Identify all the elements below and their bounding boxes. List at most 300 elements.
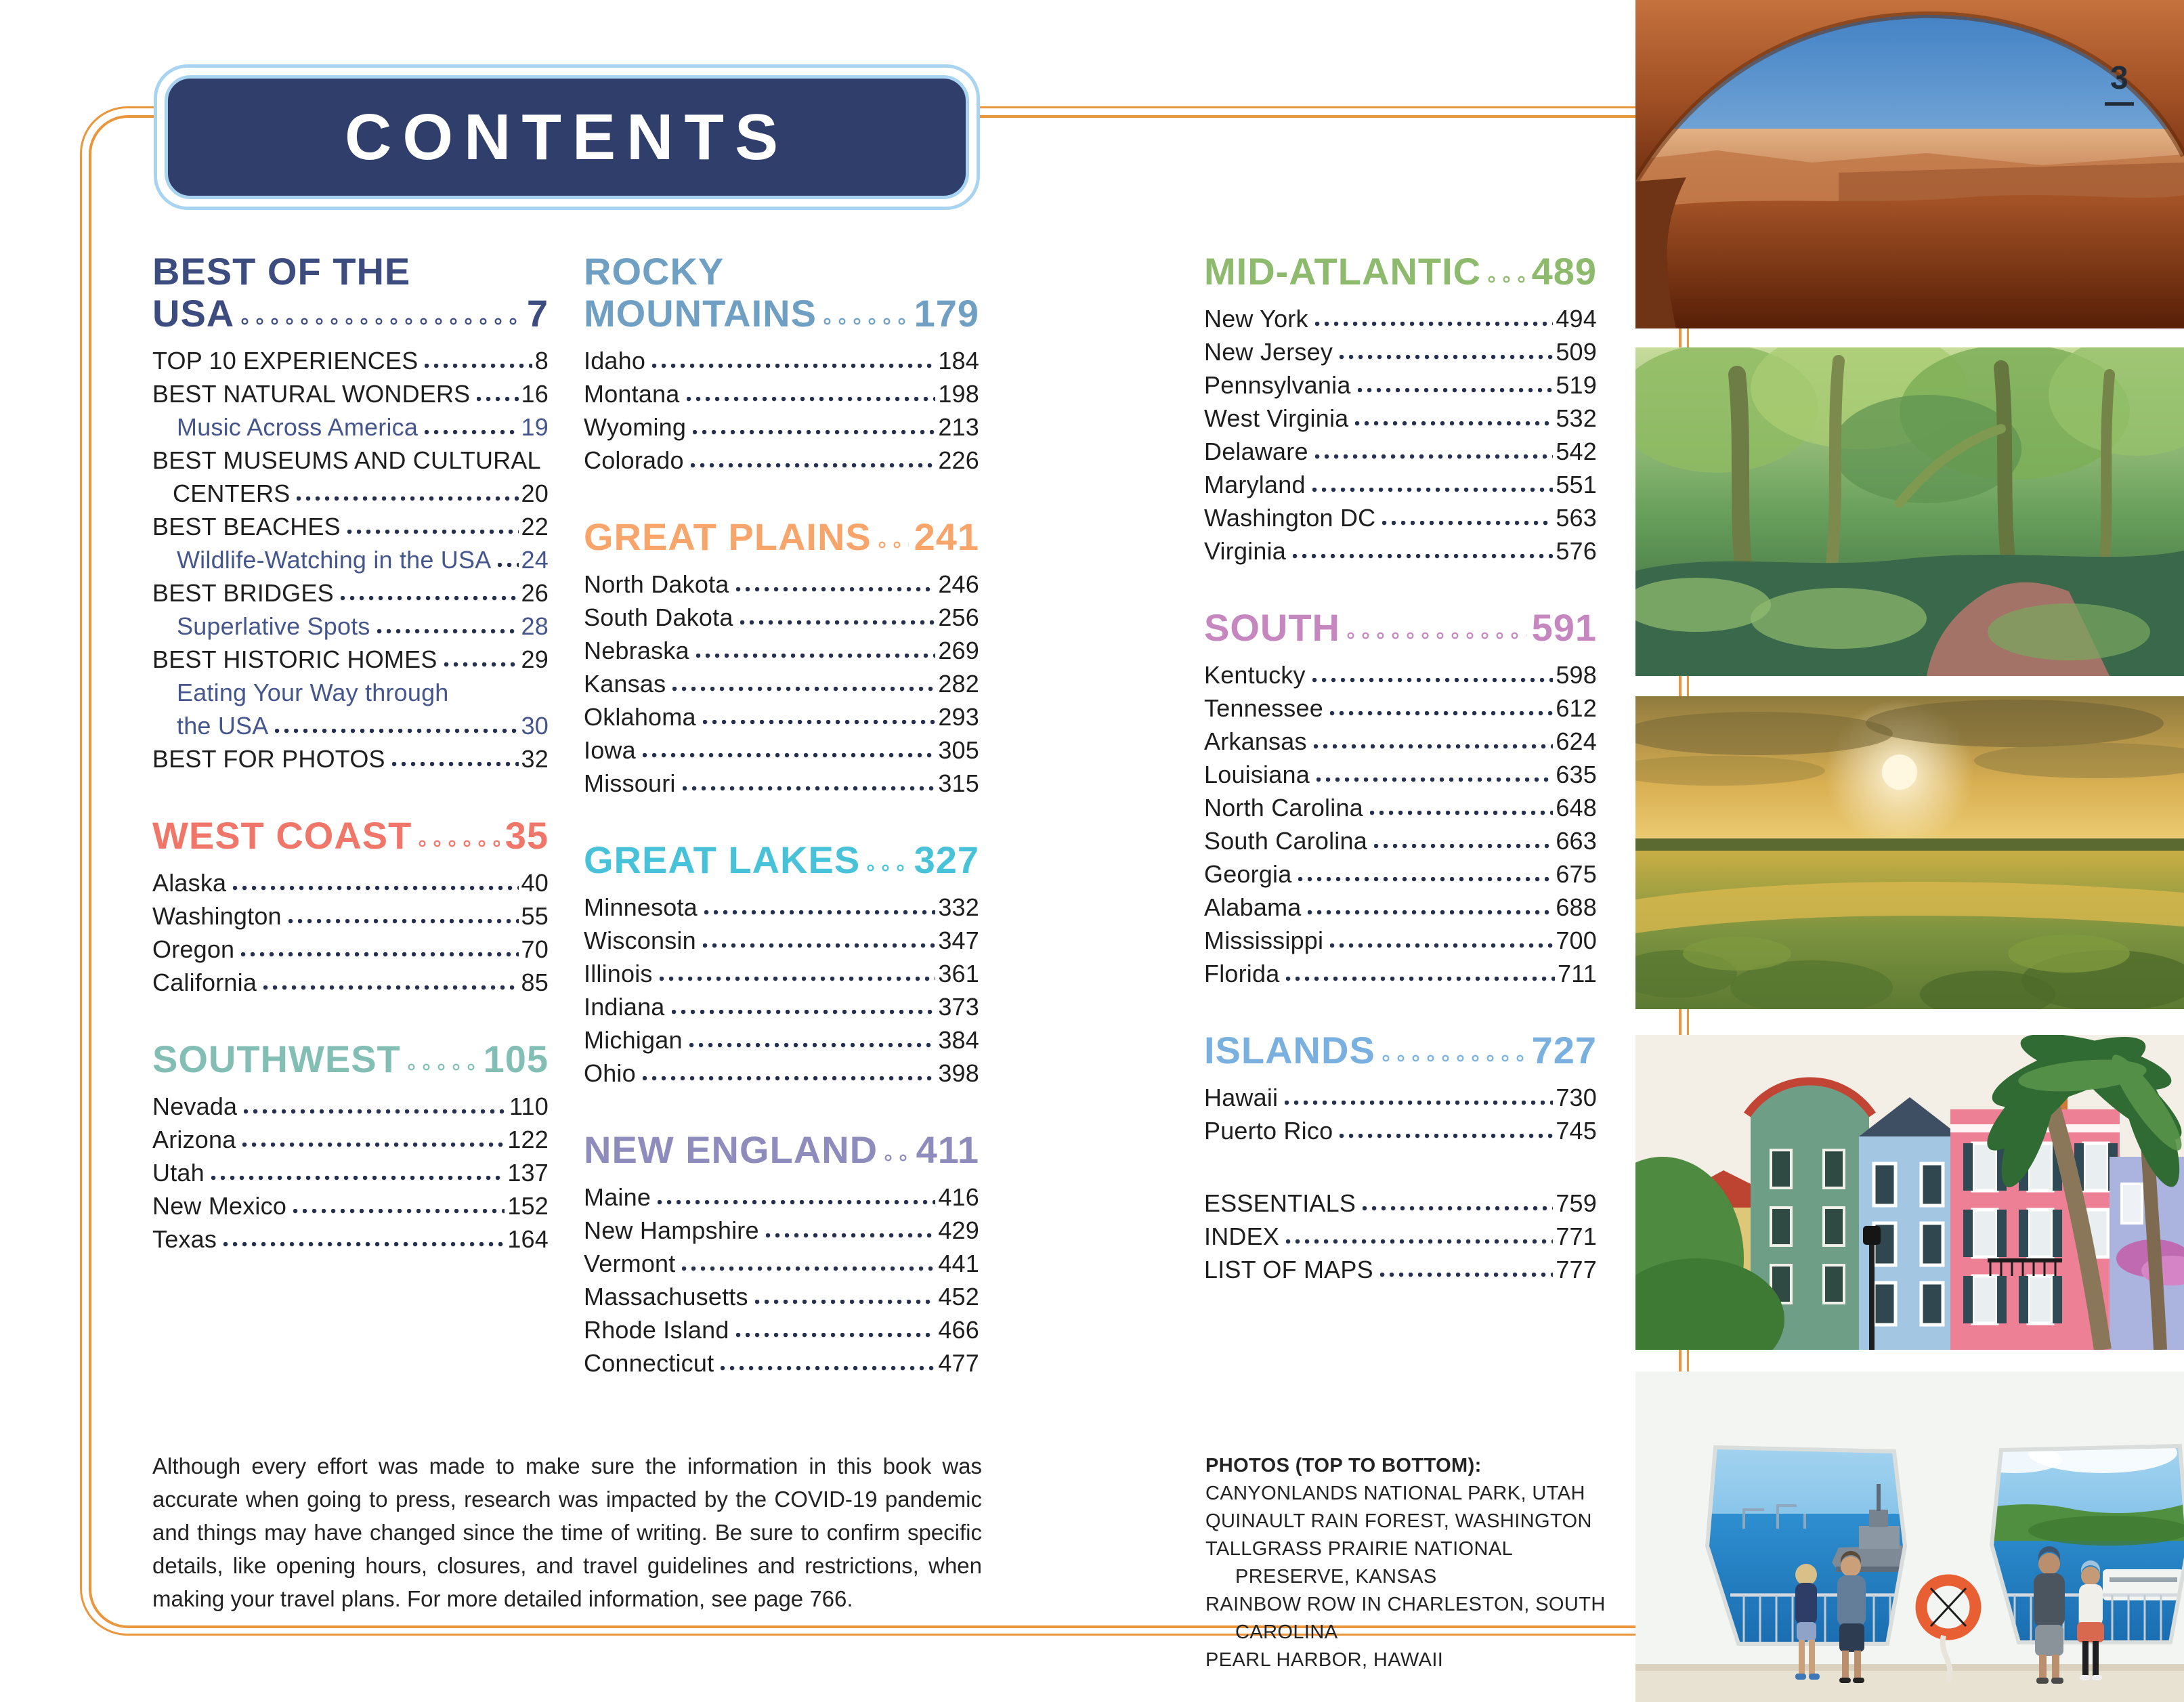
entry-page-number: 246 [938,570,979,598]
entry-label: Wisconsin [584,927,696,954]
section-title: SOUTHWEST [152,1038,401,1080]
entry-page-number: 332 [938,893,979,921]
entry-label: North Dakota [584,570,729,598]
entry-label: Wyoming [584,413,687,441]
entry-label: Arizona [152,1126,236,1153]
page-title: CONTENTS [345,100,789,173]
section-entries [1204,1081,1597,1147]
entry-page-number: 122 [507,1126,549,1153]
toc-entry [152,444,549,477]
toc-entry [584,1313,979,1346]
toc-column-1 [152,251,549,1295]
section-entries [152,866,549,999]
section-title-line: BEST OF THE [152,250,411,293]
dot-leader [658,1180,935,1214]
dot-leader [672,667,935,700]
rain-forest-illustration [1635,347,2184,676]
toc-section [152,815,549,999]
dot-leader [660,957,936,990]
toc-entry [1204,368,1597,402]
entry-page-number: 19 [521,413,549,441]
entry-page-number: 137 [507,1159,549,1187]
section-title: MOUNTAINS [584,292,817,335]
page-number: 3 [2105,60,2134,106]
entry-label: BEST HISTORIC HOMES [152,645,437,673]
toc-entry [1204,758,1597,791]
entry-label: Connecticut [584,1349,714,1377]
dot-leader [766,1214,936,1247]
section-page-number: 241 [914,515,979,558]
contents-title-box-inner [165,75,969,199]
entry-label: Oklahoma [584,703,696,731]
toc-column-2 [584,251,979,1419]
dot-leader [242,1123,505,1156]
section-header-row [584,1129,979,1171]
entry-label: Nebraska [584,637,689,664]
toc-entry [152,543,549,576]
dot-leader [643,733,935,767]
section-title-line: ROCKY [584,250,725,293]
entry-page-number: 29 [521,645,549,673]
toc-entry [584,1214,979,1247]
toc-entry [1204,302,1597,335]
canyon-arch-illustration [1635,0,2184,328]
toc-entry [584,891,979,924]
photo-credit-item: CANYONLANDS NATIONAL PARK, UTAH [1205,1483,1585,1504]
entry-page-number: 416 [938,1183,979,1211]
dot-leader [392,742,519,775]
toc-entry [1204,692,1597,725]
dot-leader [498,543,518,576]
dot-leader [211,1156,505,1189]
dot-leader [683,767,936,800]
dot-leader [1382,501,1553,534]
dot-leader [672,990,936,1023]
toc-entry [1204,1081,1597,1114]
dot-leader [425,410,518,444]
dot-leader [1330,924,1553,957]
toc-entry [584,444,979,477]
entry-label: Illinois [584,960,653,987]
dot-leader [341,576,519,610]
entry-label: Florida [1204,960,1280,987]
toc-section [1204,1029,1597,1147]
dot-leader [1330,692,1553,725]
section-entries [1204,302,1597,568]
section-header-row [584,516,979,558]
dot-leader [721,1346,935,1380]
entry-page-number: 213 [938,413,979,441]
toc-entry-continuation [152,709,549,742]
toc-entry [584,1023,979,1057]
entry-label: Louisiana [1204,761,1310,788]
entry-label: Indiana [584,993,665,1021]
photo-pearl-harbor-memorial [1635,1371,2184,1702]
toc-entry [152,1090,549,1123]
entry-page-number: 477 [938,1349,979,1377]
entry-page-number: 598 [1556,661,1597,689]
toc-section [152,251,549,775]
dot-leader [223,1222,505,1256]
section-header-row [584,839,979,881]
entry-label: Music Across America [177,413,419,441]
dot-leader [693,410,935,444]
entry-page-number: 675 [1556,860,1597,888]
entry-page-number: 256 [938,603,979,631]
entry-label: TOP 10 EXPERIENCES [152,347,419,375]
toc-entry [584,767,979,800]
entry-page-number: 635 [1556,761,1597,788]
entry-page-number: 269 [938,637,979,664]
entry-page-number: 542 [1556,438,1597,465]
entry-page-number: 494 [1556,305,1597,333]
entry-page-number: 8 [534,347,549,375]
section-title: SOUTH [1204,606,1340,649]
photo-credits-list [1205,1480,1612,1674]
entry-label: Iowa [584,736,636,764]
entry-page-number: 532 [1556,404,1597,432]
dot-leader [703,924,935,957]
section-entries [584,891,979,1090]
entry-page-number: 184 [938,347,979,375]
dot-leader [1370,791,1553,824]
entry-label: BEST FOR PHOTOS [152,745,385,773]
entry-label: BEST MUSEUMS AND CULTURAL [152,446,541,474]
entry-page-number: 576 [1556,537,1597,565]
entry-page-number: 441 [938,1250,979,1277]
dot-leader [293,1189,505,1222]
entry-page-number: 20 [521,480,549,507]
section-header-row [584,293,979,335]
entry-page-number: 305 [938,736,979,764]
entry-label: Maryland [1204,471,1306,498]
entry-label: New York [1204,305,1308,333]
dot-leader [689,1023,936,1057]
dot-leader [1374,824,1553,857]
toc-entry [584,1057,979,1090]
entry-label: California [152,969,257,996]
dot-leader [1286,1220,1553,1253]
contents-title-box [154,64,980,210]
dot-leader [297,477,518,510]
toc-entry [1204,658,1597,692]
entry-label: Alaska [152,869,227,897]
entry-label: New Hampshire [584,1216,759,1244]
entry-page-number: 771 [1556,1222,1597,1250]
entry-page-number: 745 [1556,1117,1597,1145]
entry-label: Delaware [1204,438,1308,465]
toc-entry [1204,335,1597,368]
dot-leader [1285,1081,1553,1114]
entry-page-number: 32 [521,745,549,773]
dot-leader [687,377,936,410]
prairie-sunset-illustration [1635,696,2184,1009]
entry-label: Mississippi [1204,927,1324,954]
entry-page-number: 688 [1556,893,1597,921]
section-page-number: 489 [1531,250,1597,293]
entry-label: Michigan [584,1026,683,1054]
toc-section [584,839,979,1090]
dot-leader [240,293,521,335]
photo-quinault-rain-forest [1635,347,2184,676]
entry-label: Georgia [1204,860,1292,888]
dot-leader [406,1038,478,1080]
section-title: GREAT LAKES [584,838,861,881]
entry-page-number: 624 [1556,727,1597,755]
section-entries [152,1090,549,1256]
toc-entry [152,410,549,444]
toc-section [584,516,979,800]
dot-leader [703,700,936,733]
toc-entry [584,410,979,444]
dot-leader [1486,251,1526,293]
entry-label: Rhode Island [584,1316,729,1344]
toc-entry [152,643,549,676]
section-entries [152,344,549,775]
dot-leader [1363,1187,1553,1220]
section-header-row [152,1038,549,1080]
dot-leader [1358,368,1554,402]
toc-entry [152,377,549,410]
section-title: MID-ATLANTIC [1204,250,1482,293]
dot-leader [696,634,936,667]
entry-label: Wildlife-Watching in the USA [177,546,492,574]
toc-entry [1204,957,1597,990]
dot-leader [691,444,936,477]
toc-entry [152,742,549,775]
entry-page-number: 373 [938,993,979,1021]
dot-leader [652,344,935,377]
toc-entry [152,1222,549,1256]
entry-page-number: 55 [521,902,549,930]
entry-page-number: 198 [938,380,979,408]
toc-entry [584,634,979,667]
section-title: WEST COAST [152,814,412,857]
toc-entry [152,1189,549,1222]
toc-entry [584,1346,979,1380]
toc-entry [152,899,549,933]
dot-leader [1381,1029,1526,1071]
entry-page-number: 70 [521,935,549,963]
toc-section [584,251,979,477]
dot-leader [1298,857,1553,891]
pearl-harbor-illustration [1635,1371,2184,1702]
entry-page-number: 730 [1556,1084,1597,1111]
entry-page-number: 777 [1556,1256,1597,1283]
toc-entry [1204,791,1597,824]
entry-page-number: 563 [1556,504,1597,532]
entry-page-number: 22 [521,513,549,540]
toc-entry [1204,1187,1597,1220]
dot-leader [1293,534,1553,568]
section-header-row [152,815,549,857]
dot-leader [275,709,518,742]
entry-page-number: 711 [1558,960,1597,987]
entry-label: North Carolina [1204,794,1363,822]
section-title: ISLANDS [1204,1029,1375,1071]
toc-entry [1204,824,1597,857]
dot-leader [883,1129,911,1171]
entry-page-number: 551 [1556,471,1597,498]
dot-leader [1312,658,1554,692]
dot-leader [1355,402,1553,435]
entry-page-number: 26 [521,579,549,607]
photo-rainbow-row-charleston [1635,1035,2184,1350]
entry-page-number: 347 [938,927,979,954]
toc-entry [584,924,979,957]
toc-entry [152,866,549,899]
photo-credit-item: TALLGRASS PRAIRIE NATIONAL PRESERVE, KANSAS [1205,1538,1513,1588]
toc-section [1204,251,1597,568]
section-page-number: 7 [526,292,549,335]
entry-label: Arkansas [1204,727,1307,755]
entry-page-number: 30 [521,712,549,740]
toc-entry [584,568,979,601]
section-title: USA [152,292,235,335]
entry-page-number: 28 [521,612,549,640]
entry-label: Nevada [152,1092,238,1120]
toc-entry [152,1156,549,1189]
toc-entry [584,344,979,377]
entry-label: Massachusetts [584,1283,748,1311]
entry-label: Pennsylvania [1204,371,1351,399]
section-page-number: 35 [505,814,549,857]
entry-page-number: 519 [1556,371,1597,399]
toc-entry [1204,725,1597,758]
toc-entry [1204,534,1597,568]
section-header-row [1204,251,1597,293]
dot-leader [1315,302,1554,335]
dot-leader [643,1057,935,1090]
entry-label: West Virginia [1204,404,1349,432]
entry-label: New Jersey [1204,338,1333,366]
entry-label: Vermont [584,1250,676,1277]
toc-entry [1204,435,1597,468]
entry-page-number: 759 [1556,1189,1597,1217]
entry-page-number: 452 [938,1283,979,1311]
toc-entry [152,510,549,543]
toc-entry [584,700,979,733]
toc-entry [584,957,979,990]
entry-label: LIST OF MAPS [1204,1256,1373,1283]
toc-entry [584,667,979,700]
toc-entry [1204,1114,1597,1147]
dot-leader [1315,435,1554,468]
dot-leader [1380,1253,1554,1286]
toc-entry [1204,1253,1597,1286]
entry-page-number: 293 [938,703,979,731]
dot-leader [865,839,908,881]
entry-label: South Dakota [584,603,733,631]
photo-canyonlands-national-park [1635,0,2184,328]
dot-leader [877,516,909,558]
toc-column-3 [1204,251,1597,1325]
dot-leader [417,815,499,857]
entry-page-number: 466 [938,1316,979,1344]
entry-label: Colorado [584,446,684,474]
photo-credit-item: PEARL HARBOR, HAWAII [1205,1649,1444,1671]
entry-label: the USA [177,712,269,740]
dot-leader [1286,957,1555,990]
entry-label: Tennessee [1204,694,1323,722]
entry-page-number: 384 [938,1026,979,1054]
photo-credit-item: QUINAULT RAIN FOREST, WASHINGTON [1205,1510,1592,1532]
toc-entry [152,933,549,966]
toc-entry [1204,468,1597,501]
toc-entry [152,676,549,709]
dot-leader [682,1247,935,1280]
dot-leader [1340,335,1553,368]
entry-label: Maine [584,1183,651,1211]
dot-leader [241,933,518,966]
dot-leader [377,610,519,643]
entry-label: BEST NATURAL WONDERS [152,380,471,408]
toc-section [1204,607,1597,990]
section-title: GREAT PLAINS [584,515,872,558]
entry-label: Missouri [584,769,676,797]
photo-tallgrass-prairie [1635,696,2184,1009]
dot-leader [263,966,518,999]
entry-page-number: 152 [507,1192,549,1220]
rainbow-row-illustration [1635,1035,2184,1350]
dot-leader [1308,891,1553,924]
entry-label: CENTERS [173,480,291,507]
toc-entry [152,576,549,610]
entry-label: Oregon [152,935,235,963]
section-page-number: 591 [1531,606,1597,649]
dot-leader [1346,607,1526,649]
toc-entry [152,344,549,377]
dot-leader [347,510,519,543]
dot-leader [1314,725,1554,758]
entry-label: Alabama [1204,893,1302,921]
toc-entry [152,966,549,999]
dot-leader [477,377,518,410]
entry-label: Superlative Spots [177,612,370,640]
dot-leader [444,643,519,676]
section-page-number: 105 [483,1038,549,1080]
entry-label: Ohio [584,1059,636,1087]
entry-label: South Carolina [1204,827,1367,855]
toc-entry [1204,891,1597,924]
toc-entry [584,1247,979,1280]
section-page-number: 411 [916,1128,979,1171]
entry-label: Kansas [584,670,666,698]
entry-page-number: 315 [938,769,979,797]
entry-label: Idaho [584,347,646,375]
entry-page-number: 226 [938,446,979,474]
entry-label: Washington DC [1204,504,1376,532]
entry-page-number: 40 [521,869,549,897]
entry-label: Virginia [1204,537,1287,565]
dot-leader [1340,1114,1553,1147]
dot-leader [740,601,936,634]
toc-section [584,1129,979,1380]
entry-label: Kentucky [1204,661,1306,689]
dot-leader [244,1090,507,1123]
toc-entry [584,1280,979,1313]
section-header-row [1204,1029,1597,1071]
section-page-number: 327 [914,838,979,881]
toc-entry [1204,924,1597,957]
toc-section [152,1038,549,1256]
photo-credits [1205,1452,1612,1674]
entry-page-number: 663 [1556,827,1597,855]
section-page-number: 179 [914,292,979,335]
photo-credits-heading: PHOTOS (TOP TO BOTTOM): [1205,1455,1482,1476]
entry-label: Eating Your Way through [177,679,449,706]
section-page-number: 727 [1531,1029,1597,1071]
